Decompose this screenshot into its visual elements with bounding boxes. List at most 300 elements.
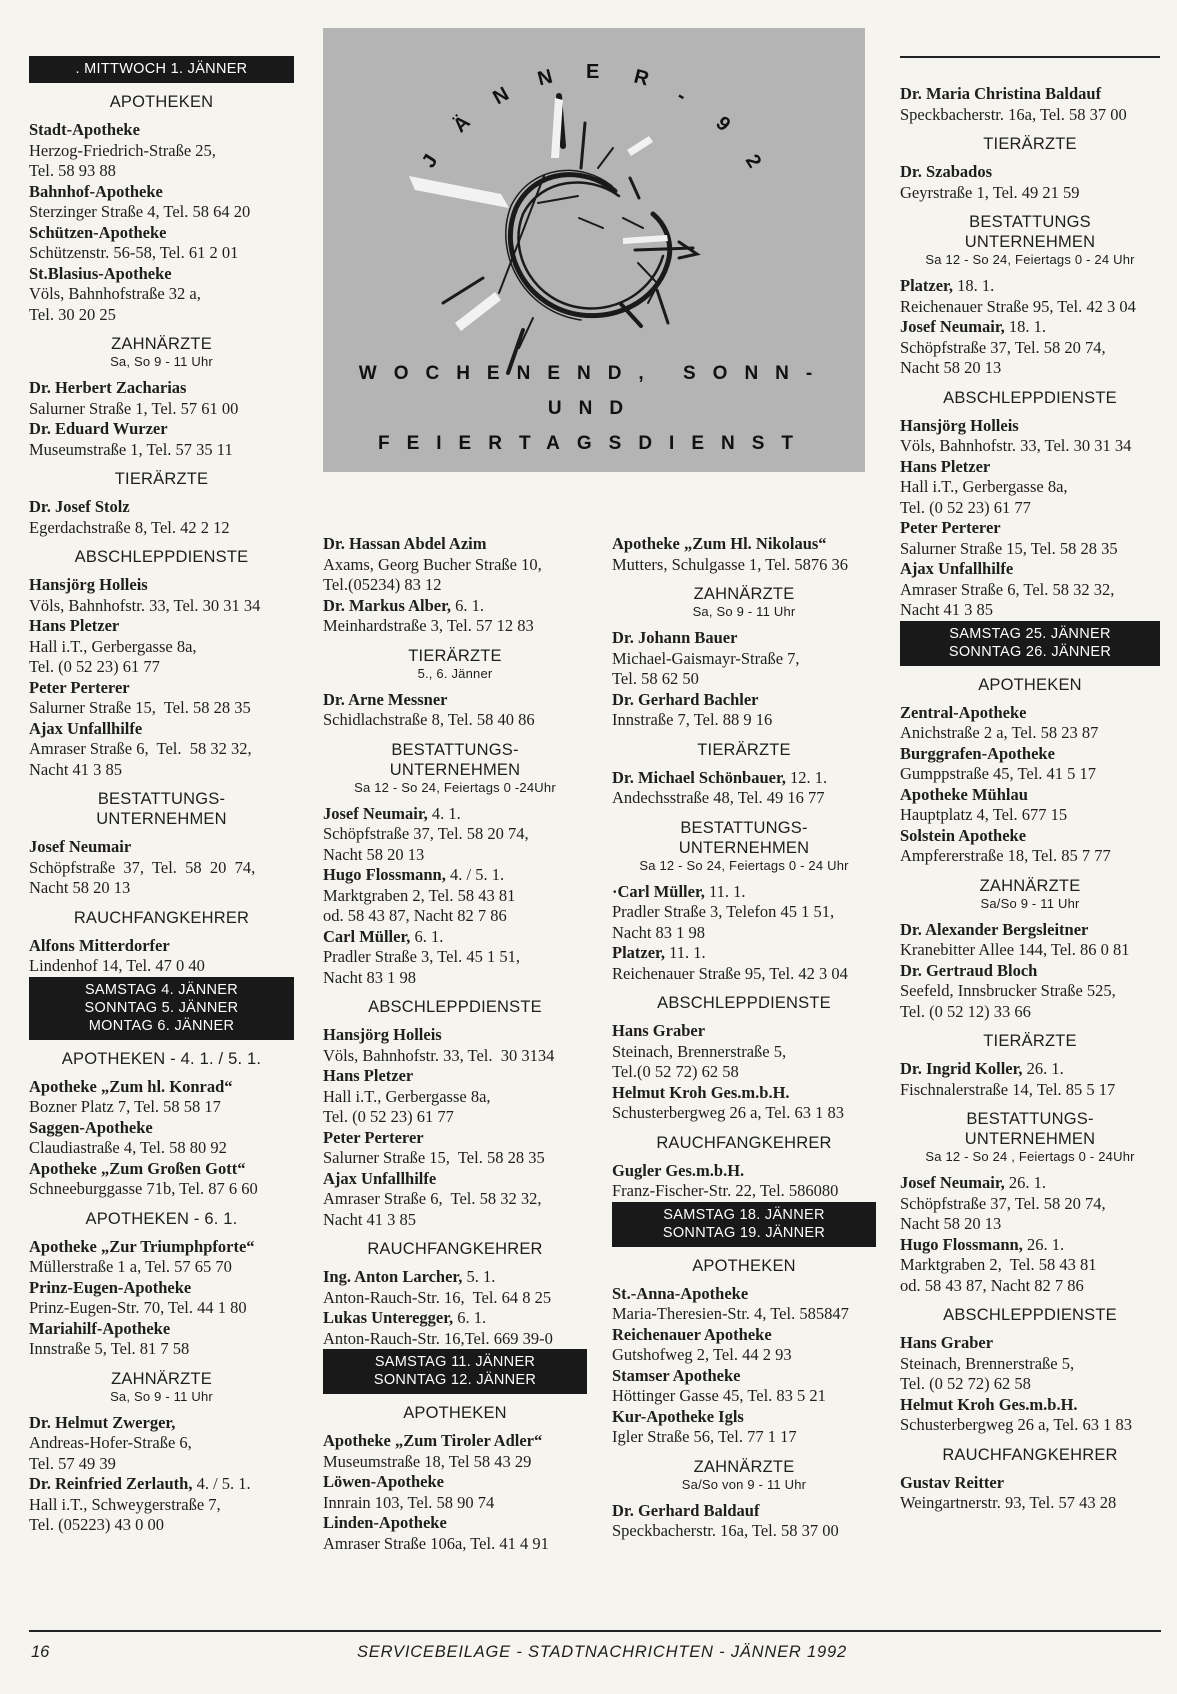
- entry-name-line: [612, 882, 876, 903]
- entry-name: Hans Graber: [900, 1333, 994, 1352]
- entry-detail: Nacht 58 20 13: [900, 358, 1002, 377]
- category-heading: [29, 92, 294, 112]
- entry-name: Bahnhof-Apotheke: [29, 181, 163, 201]
- category-title: BESTATTUNGS-: [966, 1110, 1094, 1128]
- arc-letter: N: [535, 65, 556, 91]
- category-heading: [612, 1457, 876, 1493]
- entry-name-line: [29, 419, 294, 440]
- listing-entry: [900, 703, 1160, 744]
- entry-name: Dr. Gerhard Baldauf: [612, 1500, 760, 1520]
- listing-entry: [29, 419, 294, 460]
- entry-name: Dr. Alexander Bergsleitner: [900, 919, 1089, 939]
- entry-detail: Weingartnerstr. 93, Tel. 57 43 28: [900, 1493, 1117, 1512]
- entry-detail: Hall i.T., Schweygerstraße 7,: [29, 1494, 221, 1514]
- entry-name-line: [323, 927, 587, 948]
- entry-name-line: [29, 616, 294, 637]
- entry-name: Apotheke „Zum Hl. Nikolaus“: [612, 534, 827, 553]
- entry-detail: Tel.(0 52 72) 62 58: [612, 1062, 739, 1081]
- listing-entry: [900, 961, 1160, 1023]
- entry-name-line: [612, 1161, 876, 1182]
- listing-entry: [612, 690, 876, 731]
- entry-name-line: [612, 534, 876, 555]
- entry-name: Dr. Josef Stolz: [29, 497, 130, 516]
- category-heading: [900, 388, 1160, 408]
- day-heading-line: SAMSTAG 11. JÄNNER: [374, 1354, 536, 1370]
- entry-name-line: [900, 276, 1160, 297]
- entry-name-line: [900, 1473, 1160, 1494]
- category-title: BESTATTUNGS: [969, 213, 1091, 231]
- listing-entry: [323, 1128, 587, 1169]
- entry-name: Platzer,: [612, 943, 665, 962]
- category-heading: [29, 789, 294, 829]
- entry-detail: Fischnalerstraße 14, Tel. 85 5 17: [900, 1079, 1116, 1099]
- category-hours: Sa/So 9 - 11 Uhr: [980, 895, 1080, 911]
- category-hours: Sa, So 9 - 11 Uhr: [692, 604, 796, 619]
- column-3: [612, 534, 876, 1542]
- entry-date: 12. 1.: [785, 767, 828, 787]
- listing-entry: [29, 1118, 294, 1159]
- day-heading-line: SAMSTAG 25. JÄNNER: [949, 625, 1111, 642]
- arc-letter: R: [631, 65, 651, 91]
- entry-detail: Anton-Rauch-Str. 16, Tel. 64 8 25: [323, 1287, 552, 1307]
- category-heading: [29, 1049, 294, 1069]
- entry-detail: Maria-Theresien-Str. 4, Tel. 585847: [612, 1304, 849, 1323]
- column-1: [29, 56, 294, 1536]
- entry-name: Hans Graber: [612, 1021, 706, 1040]
- entry-name: Ajax Unfallhilfe: [29, 718, 143, 738]
- entry-name-line: [900, 1395, 1160, 1416]
- category-title: RAUCHFANGKEHRER: [942, 1445, 1118, 1464]
- entry-name-line: [29, 497, 294, 518]
- category-title-cont: UNTERNEHMEN: [678, 838, 810, 857]
- entry-detail: Anichstraße 2 a, Tel. 58 23 87: [900, 723, 1099, 742]
- entry-detail: Hauptplatz 4, Tel. 677 15: [900, 805, 1068, 824]
- entry-detail: Amraser Straße 6, Tel. 58 32 32,: [323, 1189, 542, 1208]
- listing-entry: [612, 943, 876, 984]
- entry-name-line: [29, 182, 294, 203]
- entry-detail: Amraser Straße 6, Tel. 58 32 32,: [900, 579, 1115, 599]
- listing-entry: [900, 1395, 1160, 1436]
- entry-name-line: [323, 1513, 587, 1534]
- listing-entry: [29, 719, 294, 781]
- entry-name: Zentral-Apotheke: [900, 702, 1027, 722]
- category-hours: Sa 12 - So 24 , Feiertags 0 - 24Uhr: [925, 1149, 1135, 1164]
- listing-entry: [900, 518, 1160, 559]
- category-heading: [612, 993, 876, 1013]
- day-heading: [29, 977, 294, 1040]
- category-heading: [29, 1209, 294, 1229]
- entry-name-line: [612, 1366, 876, 1387]
- category-title-cont: UNTERNEHMEN: [964, 233, 1096, 251]
- entry-name-line: [323, 1431, 587, 1452]
- entry-name-line: [612, 1284, 876, 1305]
- category-title: BESTATTUNGS-: [97, 790, 226, 808]
- category-heading: [29, 469, 294, 489]
- entry-detail: Gutshofweg 2, Tel. 44 2 93: [612, 1345, 792, 1364]
- listing-entry: [612, 1366, 876, 1407]
- arc-letter: N: [489, 82, 513, 109]
- listing-entry: [612, 1021, 876, 1083]
- entry-detail: Schneeburggasse 71b, Tel. 87 6 60: [29, 1179, 258, 1198]
- listing-entry: [323, 865, 587, 927]
- listing-entry: [323, 804, 587, 866]
- listing-entry: [323, 1169, 587, 1231]
- listing-entry: [29, 1077, 294, 1118]
- entry-name-line: [29, 1474, 294, 1495]
- entry-detail: Speckbacherstr. 16a, Tel. 58 37 00: [900, 104, 1127, 124]
- entry-detail: Nacht 41 3 85: [323, 1209, 417, 1229]
- entry-detail: Nacht 58 20 13: [323, 844, 425, 864]
- entry-name: Alfons Mitterdorfer: [29, 935, 170, 955]
- entry-detail: Steinach, Brennerstraße 5,: [900, 1353, 1075, 1373]
- day-heading-line: SONNTAG 12. JÄNNER: [373, 1372, 537, 1388]
- entry-name: Dr. Markus Alber,: [323, 595, 452, 615]
- listing-entry: [900, 559, 1160, 621]
- category-title: ABSCHLEPPDIENSTE: [368, 998, 542, 1016]
- entry-name-line: [29, 223, 294, 244]
- entry-name-line: [323, 1472, 587, 1493]
- category-title: ZAHNÄRZTE: [693, 1457, 795, 1476]
- entry-name: Lukas Unteregger,: [323, 1308, 454, 1327]
- entry-detail: Salurner Straße 1, Tel. 57 61 00: [29, 398, 239, 418]
- entry-date: 18. 1.: [1004, 317, 1047, 336]
- listing-entry: [900, 457, 1160, 519]
- entry-detail: Amraser Straße 106a, Tel. 41 4 91: [323, 1533, 549, 1553]
- entry-name: Dr. Herbert Zacharias: [29, 378, 187, 397]
- entry-name-line: [900, 457, 1160, 478]
- entry-detail: Tel. (0 52 23) 61 77: [900, 497, 1031, 517]
- entry-detail: Sterzinger Straße 4, Tel. 58 64 20: [29, 202, 251, 221]
- category-heading: [900, 1031, 1160, 1051]
- category-title: APOTHEKEN: [109, 93, 214, 111]
- day-heading: [900, 621, 1160, 666]
- category-title: APOTHEKEN: [978, 675, 1082, 694]
- listing-entry: [900, 84, 1160, 125]
- entry-detail: Nacht 83 1 98: [323, 967, 417, 987]
- entry-name: Dr. Hassan Abdel Azim: [323, 534, 487, 553]
- entry-name-line: [29, 1237, 294, 1258]
- listing-entry: [900, 416, 1160, 457]
- entry-detail: Schidlachstraße 8, Tel. 58 40 86: [323, 710, 535, 729]
- listing-entry: [323, 1431, 587, 1472]
- entry-name-line: [612, 690, 876, 711]
- listing-entry: [612, 1501, 876, 1542]
- category-title: BESTATTUNGS-: [391, 740, 519, 759]
- category-hours: Sa, So 9 - 11 Uhr: [110, 354, 213, 369]
- listing-entry: [29, 837, 294, 899]
- entry-name-line: [612, 768, 876, 789]
- arc-letter: E: [586, 61, 600, 83]
- listing-entry: [29, 120, 294, 182]
- entry-detail: Hall i.T., Gerbergasse 8a,: [900, 477, 1068, 496]
- entry-detail: Tel. 57 49 39: [29, 1453, 116, 1473]
- listing-entry: [612, 768, 876, 809]
- entry-name-line: [612, 1501, 876, 1522]
- entry-name: Josef Neumair,: [900, 1173, 1005, 1192]
- entry-name: Solstein Apotheke: [900, 825, 1027, 845]
- entry-detail: Pradler Straße 3, Telefon 45 1 51,: [612, 902, 835, 921]
- entry-name: Löwen-Apotheke: [323, 1472, 445, 1491]
- listing-entry: [900, 1235, 1160, 1297]
- listing-entry: [323, 1025, 587, 1066]
- category-title: APOTHEKEN: [403, 1404, 507, 1422]
- listing-entry: [900, 920, 1160, 961]
- entry-name: Gugler Ges.m.b.H.: [612, 1160, 745, 1180]
- entry-name-line: [900, 703, 1160, 724]
- entry-name: Stadt-Apotheke: [29, 120, 140, 139]
- listing-entry: [29, 378, 294, 419]
- entry-name: Dr. Ingrid Koller,: [900, 1059, 1023, 1078]
- entry-name-line: [612, 1407, 876, 1428]
- entry-detail: Nacht 58 20 13: [900, 1214, 1002, 1233]
- category-heading: [612, 818, 876, 874]
- entry-detail: Tel. 30 20 25: [29, 304, 116, 324]
- entry-name-line: [323, 690, 587, 711]
- listing-entry: [323, 1472, 587, 1513]
- entry-name-line: [29, 1159, 294, 1180]
- entry-detail: Hall i.T., Gerbergasse 8a,: [323, 1086, 491, 1106]
- entry-detail: Herzog-Friedrich-Straße 25,: [29, 140, 216, 160]
- entry-name: Apotheke „Zur Triumphpforte“: [29, 1236, 255, 1256]
- listing-entry: [900, 276, 1160, 317]
- entry-name: Dr. Szabados: [900, 162, 992, 181]
- entry-name-line: [323, 1169, 587, 1190]
- entry-date: 6. 1.: [410, 926, 444, 946]
- entry-detail: Schusterbergweg 26 a, Tel. 63 1 83: [612, 1103, 844, 1122]
- entry-name: Dr. Arne Messner: [323, 689, 448, 709]
- entry-name: Peter Perterer: [29, 677, 130, 697]
- listing-entry: [29, 1474, 294, 1536]
- day-heading-line: SONNTAG 5. JÄNNER: [84, 999, 239, 1016]
- category-heading: [323, 740, 587, 796]
- entry-name-line: [900, 559, 1160, 580]
- entry-detail: Tel. (0 52 23) 61 77: [323, 1107, 454, 1126]
- entry-name: Ajax Unfallhilfe: [323, 1168, 437, 1188]
- category-title: BESTATTUNGS-: [680, 818, 808, 837]
- entry-detail: Bozner Platz 7, Tel. 58 58 17: [29, 1097, 221, 1116]
- entry-name: Dr. Eduard Wurzer: [29, 419, 168, 438]
- entry-name: Dr. Reinfried Zerlauth,: [29, 1474, 193, 1493]
- entry-name-line: [323, 1308, 587, 1329]
- category-title: ABSCHLEPPDIENSTE: [74, 548, 249, 566]
- entry-name: Ing. Anton Larcher,: [323, 1267, 463, 1286]
- category-title-cont: UNTERNEHMEN: [389, 760, 521, 779]
- listing-entry: [612, 628, 876, 690]
- entry-date: 11. 1.: [665, 943, 706, 962]
- entry-detail: Lindenhof 14, Tel. 47 0 40: [29, 956, 205, 975]
- listing-entry: [900, 1059, 1160, 1100]
- entry-detail: Schöpfstraße 37, Tel. 58 20 74,: [900, 337, 1106, 357]
- listing-entry: [29, 1413, 294, 1475]
- category-title: TIERÄRZTE: [983, 135, 1077, 153]
- entry-detail: od. 58 43 87, Nacht 82 7 86: [900, 1275, 1084, 1295]
- listing-entry: [900, 826, 1160, 867]
- entry-detail: Völs, Bahnhofstraße 32 a,: [29, 284, 201, 303]
- entry-name-line: [323, 596, 587, 617]
- category-heading: [900, 212, 1160, 268]
- entry-name: Schützen-Apotheke: [29, 222, 167, 242]
- entry-name-line: [29, 1118, 294, 1139]
- category-title: ZAHNÄRZTE: [979, 876, 1081, 895]
- listing-entry: [323, 1513, 587, 1554]
- entry-name-line: [323, 804, 587, 825]
- entry-name-line: [323, 534, 587, 555]
- listing-entry: [900, 785, 1160, 826]
- day-heading-line: MONTAG 6. JÄNNER: [88, 1017, 235, 1034]
- category-title: APOTHEKEN - 6. 1.: [85, 1209, 238, 1228]
- entry-name-line: [323, 1066, 587, 1087]
- listing-entry: [29, 1319, 294, 1360]
- entry-detail: od. 58 43 87, Nacht 82 7 86: [323, 906, 507, 925]
- entry-detail: Völs, Bahnhofstr. 33, Tel. 30 31 34: [900, 436, 1132, 455]
- entry-name: Platzer,: [900, 276, 953, 295]
- category-title: ZAHNÄRZTE: [693, 585, 795, 603]
- entry-detail: Schöpfstraße 37, Tel. 58 20 74,: [323, 824, 529, 843]
- entry-name: Hansjörg Holleis: [900, 415, 1019, 435]
- entry-name-line: [900, 1173, 1160, 1194]
- entry-detail: Innstraße 7, Tel. 88 9 16: [612, 710, 773, 729]
- entry-name: Dr. Maria Christina Baldauf: [900, 84, 1102, 103]
- entry-name-line: [900, 826, 1160, 847]
- entry-name: Dr. Helmut Zwerger,: [29, 1412, 176, 1432]
- category-heading: [900, 675, 1160, 695]
- entry-name-line: [900, 518, 1160, 539]
- category-heading: [612, 584, 876, 620]
- entry-detail: Reichenauer Straße 95, Tel. 42 3 04: [612, 963, 848, 983]
- entry-name: Saggen-Apotheke: [29, 1117, 153, 1137]
- entry-name-line: [900, 785, 1160, 806]
- category-title-cont: UNTERNEHMEN: [964, 1130, 1096, 1148]
- category-title: TIERÄRZTE: [697, 740, 791, 759]
- entry-name: Hans Pletzer: [900, 456, 991, 476]
- entry-name-line: [323, 1025, 587, 1046]
- listing-entry: [900, 1173, 1160, 1235]
- entry-name-line: [323, 1128, 587, 1149]
- entry-detail: Anton-Rauch-Str. 16,Tel. 669 39-0: [323, 1328, 553, 1348]
- entry-detail: Pradler Straße 3, Tel. 45 1 51,: [323, 947, 520, 966]
- arc-letter: 2: [740, 151, 766, 173]
- entry-name: Peter Perterer: [323, 1127, 424, 1147]
- entry-name: Mariahilf-Apotheke: [29, 1318, 171, 1338]
- entry-name: Apotheke „Zum hl. Konrad“: [29, 1076, 233, 1096]
- weekend-service-logo: [323, 28, 865, 472]
- entry-date: 4. / 5. 1.: [192, 1474, 251, 1493]
- entry-name: Kur-Apotheke Igls: [612, 1406, 744, 1426]
- entry-name-line: [900, 744, 1160, 765]
- category-hours: Sa/So von 9 - 11 Uhr: [681, 1476, 807, 1492]
- entry-detail: Nacht 41 3 85: [29, 759, 123, 779]
- entry-detail: Nacht 41 3 85: [900, 600, 994, 619]
- entry-name: Reichenauer Apotheke: [612, 1324, 772, 1344]
- entry-detail: Nacht 58 20 13: [29, 878, 131, 897]
- listing-entry: [29, 616, 294, 678]
- day-heading: [612, 1202, 876, 1247]
- entry-name-line: [29, 1077, 294, 1098]
- arc-letter: Ä: [449, 111, 475, 138]
- category-title: RAUCHFANGKEHRER: [73, 908, 250, 927]
- entry-detail: Innrain 103, Tel. 58 90 74: [323, 1492, 495, 1512]
- entry-name-line: [29, 719, 294, 740]
- entry-name: Peter Perterer: [900, 518, 1001, 537]
- entry-name: Carl Müller,: [323, 926, 411, 946]
- category-heading: [323, 1239, 587, 1259]
- entry-name-line: [900, 1333, 1160, 1354]
- listing-entry: [612, 882, 876, 944]
- entry-name: Hans Pletzer: [29, 616, 120, 635]
- entry-date: 26. 1.: [1004, 1173, 1047, 1192]
- entry-date: 18. 1.: [953, 276, 995, 295]
- entry-name: Hansjörg Holleis: [323, 1025, 442, 1044]
- listing-entry: [29, 936, 294, 977]
- entry-name: Burggrafen-Apotheke: [900, 743, 1055, 763]
- category-heading: [29, 908, 294, 928]
- entry-detail: Schöpfstraße 37, Tel. 58 20 74,: [900, 1193, 1106, 1213]
- entry-detail: Marktgraben 2, Tel. 58 43 81: [323, 885, 516, 905]
- entry-detail: Franz-Fischer-Str. 22, Tel. 586080: [612, 1181, 839, 1200]
- category-title: ABSCHLEPPDIENSTE: [943, 388, 1117, 407]
- listing-entry: [612, 1083, 876, 1124]
- entry-name-line: [29, 1278, 294, 1299]
- column-top-rule: [900, 56, 1160, 58]
- entry-detail: Axams, Georg Bucher Straße 10,: [323, 554, 542, 574]
- listing-entry: [612, 1407, 876, 1448]
- entry-name-line: [29, 1413, 294, 1434]
- entry-detail: Hall i.T., Gerbergasse 8a,: [29, 636, 197, 656]
- category-title: ABSCHLEPPDIENSTE: [657, 994, 831, 1012]
- listing-entry: [29, 1159, 294, 1200]
- arc-letter: 9: [711, 112, 735, 137]
- entry-name-line: [29, 1319, 294, 1340]
- entry-detail: Tel. (05223) 43 0 00: [29, 1515, 164, 1534]
- category-heading: [323, 646, 587, 682]
- category-title: RAUCHFANGKEHRER: [367, 1240, 543, 1258]
- entry-detail: Andreas-Hofer-Straße 6,: [29, 1433, 192, 1452]
- entry-detail: Völs, Bahnhofstr. 33, Tel. 30 31 34: [29, 595, 261, 615]
- listing-entry: [612, 534, 876, 575]
- entry-name: Hansjörg Holleis: [29, 575, 148, 594]
- entry-detail: Egerdachstraße 8, Tel. 42 2 12: [29, 517, 230, 537]
- category-title: APOTHEKEN - 4. 1. / 5. 1.: [61, 1049, 262, 1068]
- entry-name-line: [900, 920, 1160, 941]
- entry-detail: Salurner Straße 15, Tel. 58 28 35: [900, 538, 1118, 558]
- listing-entry: [323, 534, 587, 596]
- entry-detail: Tel.(05234) 83 12: [323, 575, 442, 594]
- category-hours: Sa 12 - So 24, Feiertags 0 - 24 Uhr: [639, 857, 849, 873]
- entry-detail: Michael-Gaismayr-Straße 7,: [612, 648, 800, 668]
- category-title: TIERÄRZTE: [408, 646, 502, 665]
- entry-name-line: [612, 1021, 876, 1042]
- category-heading: [900, 134, 1160, 154]
- entry-name-line: [900, 1235, 1160, 1256]
- category-heading: [900, 1445, 1160, 1465]
- entry-detail: Meinhardstraße 3, Tel. 57 12 83: [323, 616, 534, 635]
- day-heading-line: SONNTAG 19. JÄNNER: [662, 1224, 826, 1241]
- listing-entry: [900, 162, 1160, 203]
- entry-name: Hugo Flossmann,: [900, 1234, 1023, 1254]
- entry-detail: Claudiastraße 4, Tel. 58 80 92: [29, 1138, 227, 1157]
- logo-line-3: FEIERTAGSDIENST: [378, 433, 810, 454]
- entry-name-line: [29, 936, 294, 957]
- category-heading: [29, 334, 294, 370]
- category-title: APOTHEKEN: [692, 1256, 796, 1275]
- entry-detail: Salurner Straße 15, Tel. 58 28 35: [323, 1148, 545, 1167]
- entry-name: Hugo Flossmann,: [323, 865, 446, 884]
- entry-name-line: [900, 1059, 1160, 1080]
- listing-entry: [29, 1237, 294, 1278]
- footer-title: SERVICEBEILAGE - STADTNACHRICHTEN - JÄNNER 1992: [357, 1643, 847, 1661]
- day-heading-line: . MITTWOCH 1. JÄNNER: [75, 61, 248, 77]
- listing-entry: [323, 1267, 587, 1308]
